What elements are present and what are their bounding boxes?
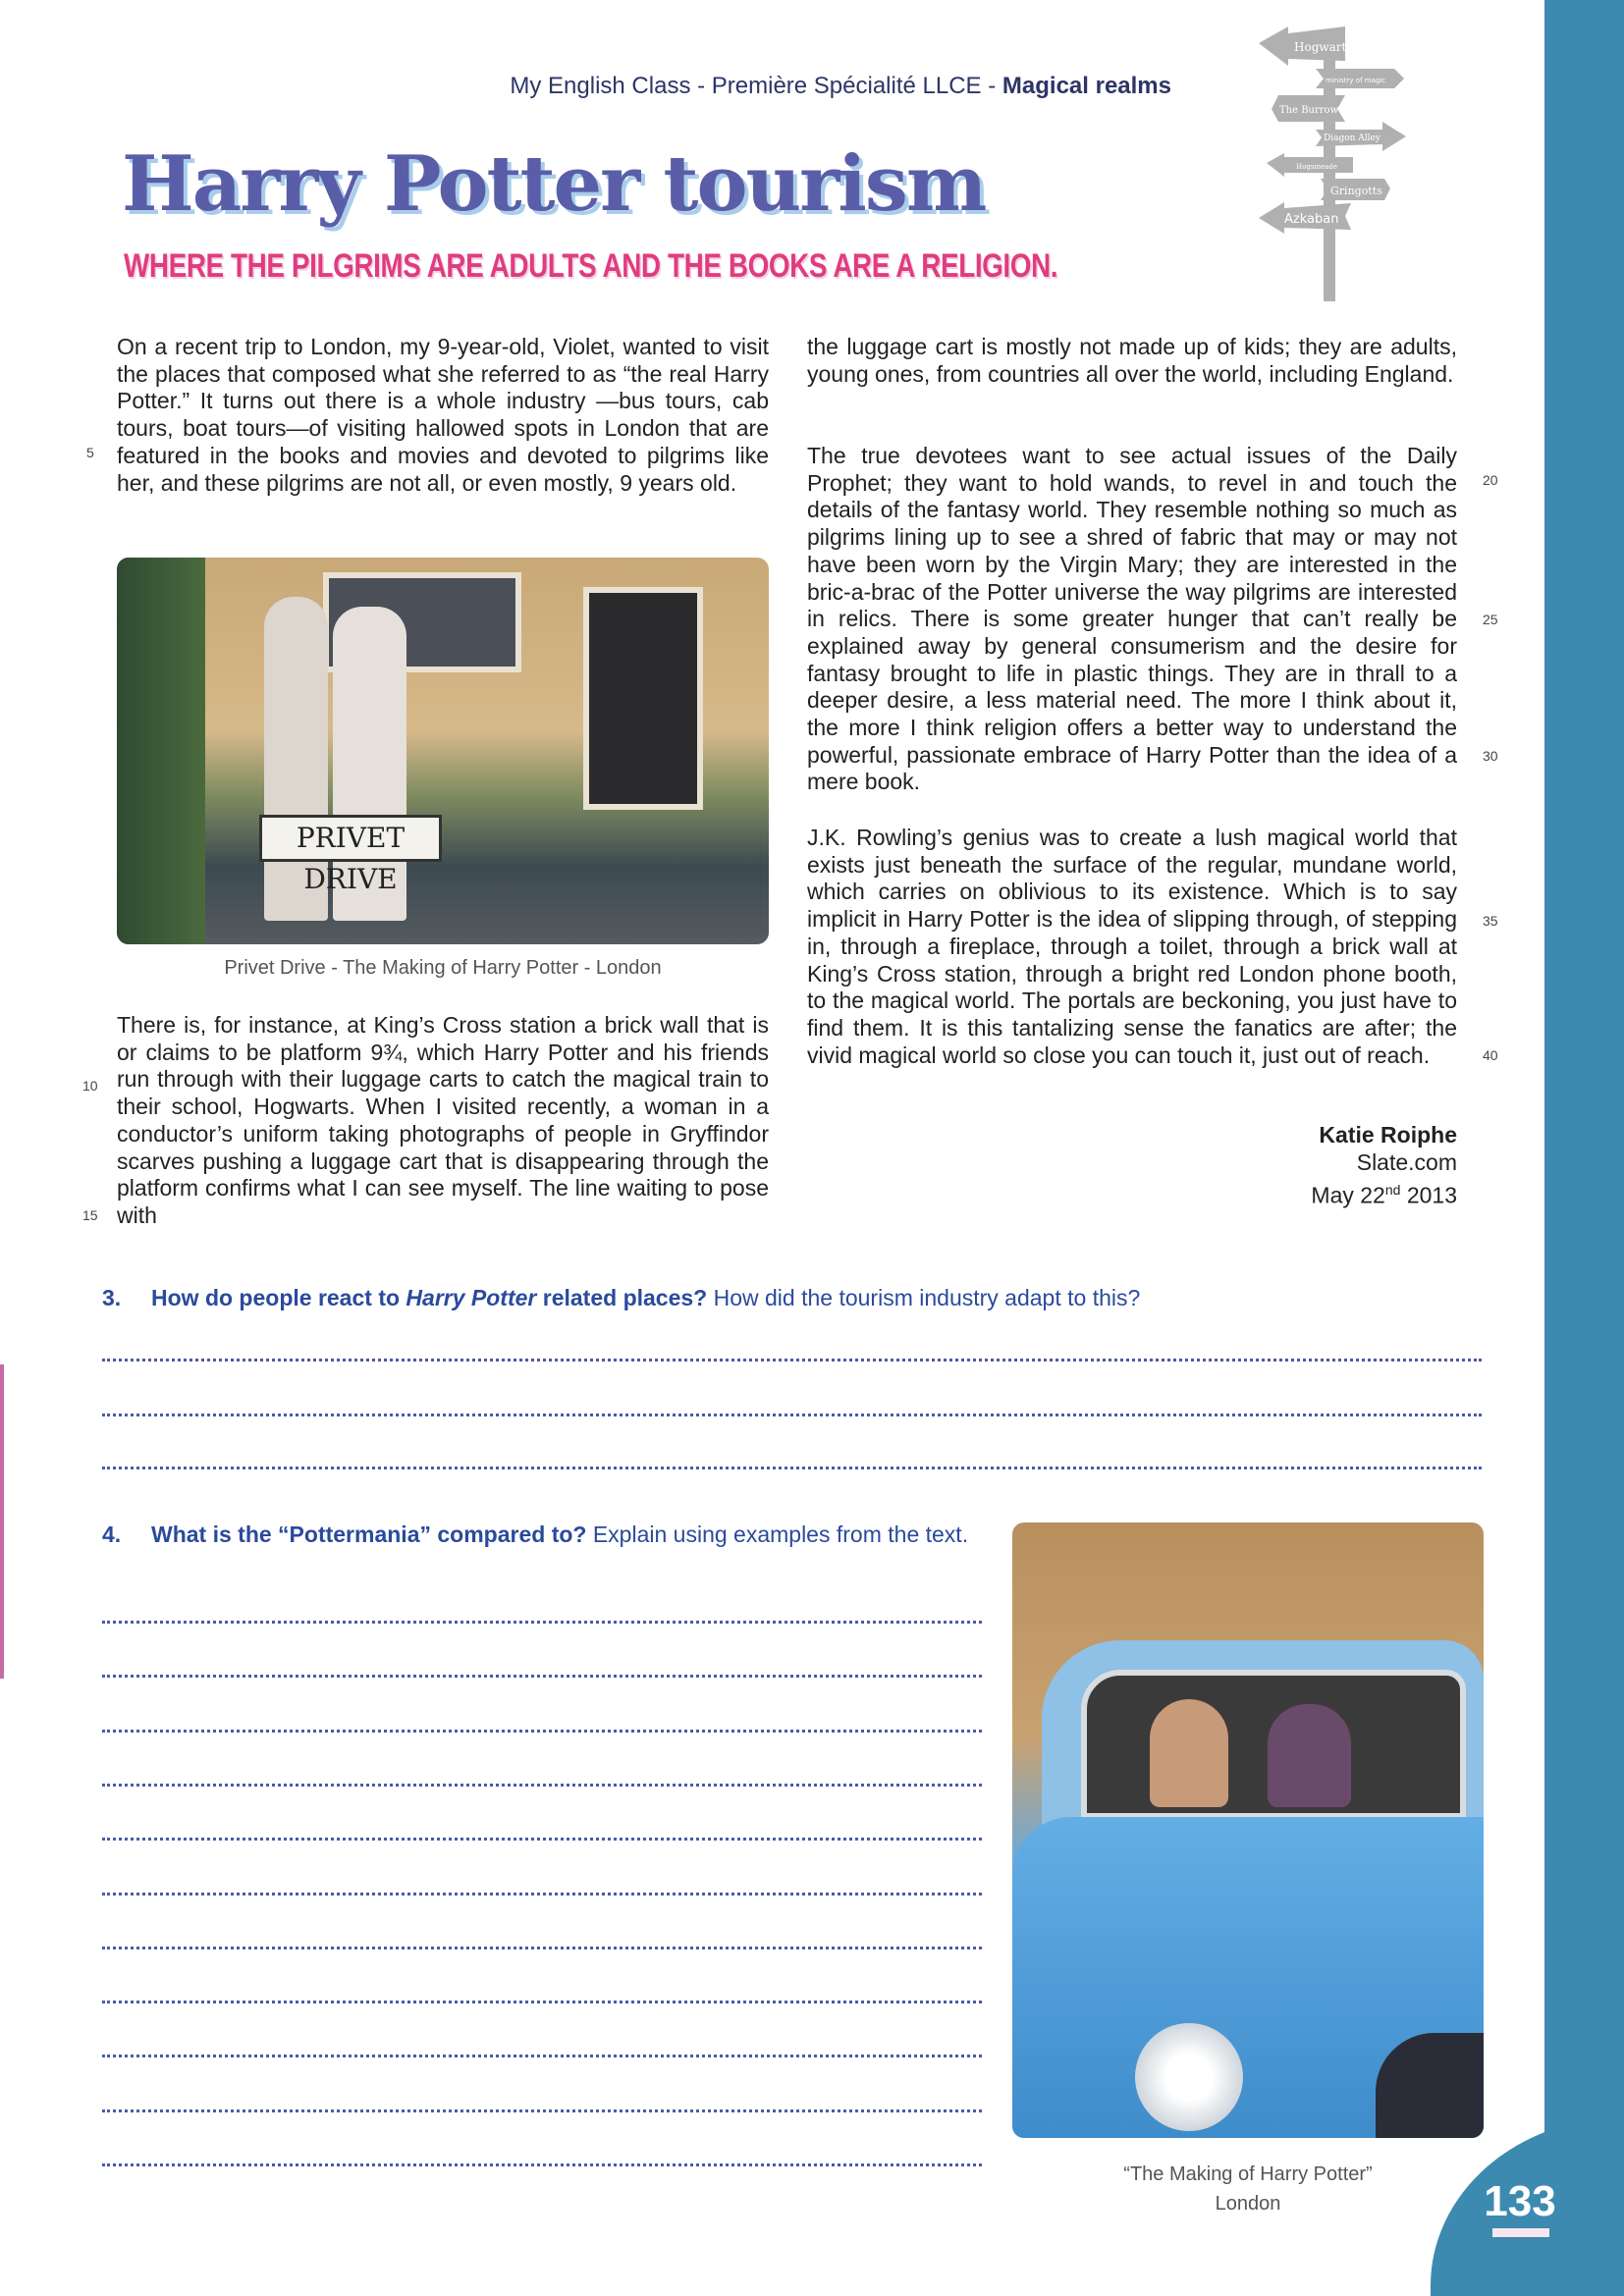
line-number: 20 [1483,472,1498,488]
privet-drive-sign: PRIVET DRIVE [259,815,442,862]
article-paragraph: The true devotees want to see actual issues of the Daily Prophet; they want to hold wands, to revel in and touch the details of the fantasy world. They resemble nothing so much as pilgrims lining up to see a shred of fabric that may or may not have been worn by the Virgin Mary; they are interested in the bric-a-brac of the Potter universe the way pilgrims are interested in relics. There is some greater hunger that can’t really be explained away by general consumerism and the desire for fantasy brought to life in plastic things. They are in thrall to a deeper desire, a less material need. The more I think about it, the more I think religion offers a better way to understand the powerful, passionate embrace of Harry Potter than the idea of a mere book. [807,443,1457,795]
answer-line[interactable] [102,1359,1482,1362]
photo-caption: “The Making of Harry Potter” London [1123,2163,1373,2215]
answer-line[interactable] [102,1784,982,1787]
edge-mark [0,1364,4,1679]
svg-text:Diagon Alley: Diagon Alley [1324,133,1380,143]
line-number: 15 [82,1207,98,1223]
privet-drive-photo [117,558,769,944]
article-paragraph: the luggage cart is mostly not made up of kids; they are adults, young ones, from countries all over the world, including England. [807,334,1457,387]
page-title: Harry Potter tourism [122,139,986,229]
page-number-underline [1492,2228,1549,2237]
line-number: 5 [86,445,94,460]
answer-line[interactable] [102,1838,982,1841]
signpost-illustration [1247,22,1414,301]
answer-line[interactable] [102,2109,982,2112]
signpost-arrow [1259,202,1351,234]
article-paragraph: There is, for instance, at King’s Cross station a brick wall that is or claims to be platform 9¾, which Harry Potter and his friends run through with their luggage carts to catch the magical train to their school, Hogwarts. When I visited recently, a woman in a conductor’s uniform taking photographs of people in Gryffindor scarves pushing a luggage cart that is disappearing through the platform confirms what I can see myself. The line waiting to pose with [117,1012,769,1228]
line-number: 10 [82,1078,98,1094]
svg-text:Hogwarts: Hogwarts [1294,40,1353,54]
line-number: 25 [1483,612,1498,627]
answer-line[interactable] [102,2163,982,2166]
question-3: 3. How do people react to Harry Potter related places? How did the tourism industry adapt to this? [102,1285,1141,1310]
svg-text:ministry of magic: ministry of magic [1326,77,1386,84]
svg-text:The Burrow: The Burrow [1279,105,1339,116]
article-paragraph: J.K. Rowling’s genius was to create a lush magical world that exists just beneath the surface of the regular, mundane world, which carries on oblivious to its existence. Which is to say implicit in Harry Potter is the idea of slipping through, of stepping in, through a fireplace, through a toilet, through a brick wall at King’s Cross station, through a bright red London phone booth, to the magical world. The portals are beckoning, you just have to find them. It is this tantalizing sense the fanatics are after; the vivid magical world so close you can touch it, just out of reach. [807,825,1457,1068]
signpost-arrow [1267,153,1353,177]
answer-line[interactable] [102,1947,982,1949]
author-name: Katie Roiphe [1319,1122,1457,1148]
flying-car-photo [1012,1522,1484,2138]
line-number: 35 [1483,913,1498,929]
signpost-arrow [1259,27,1353,66]
line-number: 40 [1483,1047,1498,1063]
answer-line[interactable] [102,1675,982,1678]
answer-line[interactable] [102,1414,1482,1416]
article-source: Slate.com [1356,1149,1457,1175]
answer-line[interactable] [102,2001,982,2003]
answer-line[interactable] [102,1467,1482,1469]
page-subtitle: WHERE THE PILGRIMS ARE ADULTS AND THE BOOKS ARE A RELIGION. [124,247,1058,285]
page-number: 133 [1484,2177,1556,2225]
answer-line[interactable] [102,1730,982,1733]
article-signature [1311,1121,1457,1209]
signpost-arrow [1321,179,1390,200]
article-paragraph: On a recent trip to London, my 9-year-old, Violet, wanted to visit the places that composed what she referred to as “the real Harry Potter.” It turns out there is a whole industry —bus tours, cab tours, boat tours—of visiting hallowed spots in London that are featured in the books and movies and devoted to pilgrims like her, and these pilgrims are not all, or even mostly, 9 years old. [117,334,769,496]
header-prefix: My English Class - Première Spécialité LLCE - [510,73,1002,99]
svg-text:Gringotts: Gringotts [1330,185,1382,197]
running-header [295,73,1171,100]
photo-caption: Privet Drive - The Making of Harry Potter - London [224,957,662,979]
signpost-arrow [1316,69,1404,88]
answer-line[interactable] [102,2055,982,2057]
line-number: 30 [1483,748,1498,764]
signpost-arrow [1272,95,1345,122]
header-section: Magical realms [1001,73,1171,99]
question-4: 4. What is the “Pottermania” compared to? Explain using examples from the text. [102,1522,969,1547]
answer-line[interactable] [102,1893,982,1896]
svg-text:Hogsmeade: Hogsmeade [1296,163,1337,171]
article-date: May 22nd 2013 [1311,1182,1457,1208]
sidebar-band [1544,0,1624,2296]
answer-line[interactable] [102,1621,982,1624]
svg-text:Azkaban: Azkaban [1284,212,1339,227]
